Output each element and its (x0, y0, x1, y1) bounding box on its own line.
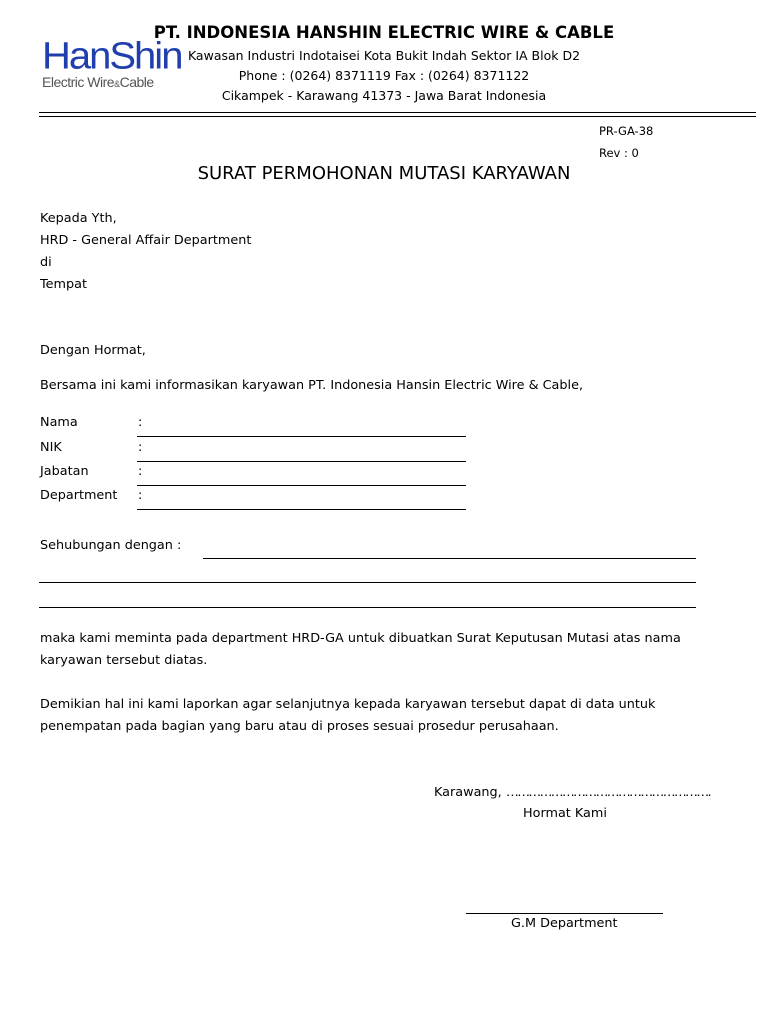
paragraph-2-line-1: Demikian hal ini kami laporkan agar selanjutnya kepada karyawan tersebut dapat di data untuk (40, 697, 656, 712)
logo-tagline-a: Electric Wire (42, 74, 115, 90)
company-phone: Phone : (0264) 8371119 Fax : (0264) 8371122 (238, 68, 530, 83)
recipient-salutation: Kepada Yth, (40, 211, 117, 226)
field-label-nik: NIK (40, 440, 62, 455)
field-colon-department: : (138, 488, 143, 503)
field-line-nama[interactable] (137, 436, 466, 437)
paragraph-2-line-2: penempatan pada bagian yang baru atau di proses sesuai prosedur perusahaan. (40, 719, 559, 734)
paragraph-1-line-1: maka kami meminta pada department HRD-GA untuk dibuatkan Surat Keputusan Mutasi atas nama (40, 631, 681, 646)
field-line-jabatan[interactable] (137, 485, 466, 486)
field-colon-nik: : (138, 440, 143, 455)
field-label-nama: Nama (40, 415, 78, 430)
logo-tagline-amp: & (114, 79, 120, 89)
company-name: PT. INDONESIA HANSHIN ELECTRIC WIRE & CABLE (153, 23, 615, 42)
field-colon-jabatan: : (138, 464, 143, 479)
signature-date-dots: ………………………………………………. (506, 785, 711, 800)
sehubungan-line-3[interactable] (39, 607, 696, 608)
intro-text: Bersama ini kami informasikan karyawan PT. Indonesia Hansin Electric Wire & Cable, (40, 378, 584, 393)
field-line-nik[interactable] (137, 461, 466, 462)
field-line-department[interactable] (137, 509, 466, 510)
field-colon-nama: : (138, 415, 143, 430)
document-revision: Rev : 0 (599, 146, 639, 160)
signature-place: Karawang, (434, 785, 502, 800)
logo-tagline-b: Cable (119, 74, 154, 90)
greeting: Dengan Hormat, (40, 343, 146, 358)
field-label-jabatan: Jabatan (40, 464, 89, 479)
document-title: SURAT PERMOHONAN MUTASI KARYAWAN (197, 163, 571, 184)
sehubungan-label: Sehubungan dengan : (40, 538, 182, 553)
company-address: Kawasan Industri Indotaisei Kota Bukit Indah Sektor IA Blok D2 (187, 48, 581, 63)
header-rule-top (39, 112, 756, 113)
recipient-di: di (40, 255, 52, 270)
field-label-department: Department (40, 488, 118, 503)
document-code: PR-GA-38 (599, 124, 654, 138)
sehubungan-line-1[interactable] (203, 558, 696, 559)
paragraph-1-line-2: karyawan tersebut diatas. (40, 653, 208, 668)
signature-closing: Hormat Kami (523, 806, 607, 821)
logo-wordmark: HanShin (42, 35, 182, 77)
header-rule-bottom (39, 116, 756, 117)
signature-position: G.M Department (511, 916, 618, 931)
sehubungan-line-2[interactable] (39, 582, 696, 583)
company-city: Cikampek - Karawang 41373 - Jawa Barat Indonesia (221, 88, 547, 103)
recipient-place: Tempat (40, 277, 87, 292)
recipient-department: HRD - General Affair Department (40, 233, 252, 248)
signature-line (466, 913, 663, 914)
